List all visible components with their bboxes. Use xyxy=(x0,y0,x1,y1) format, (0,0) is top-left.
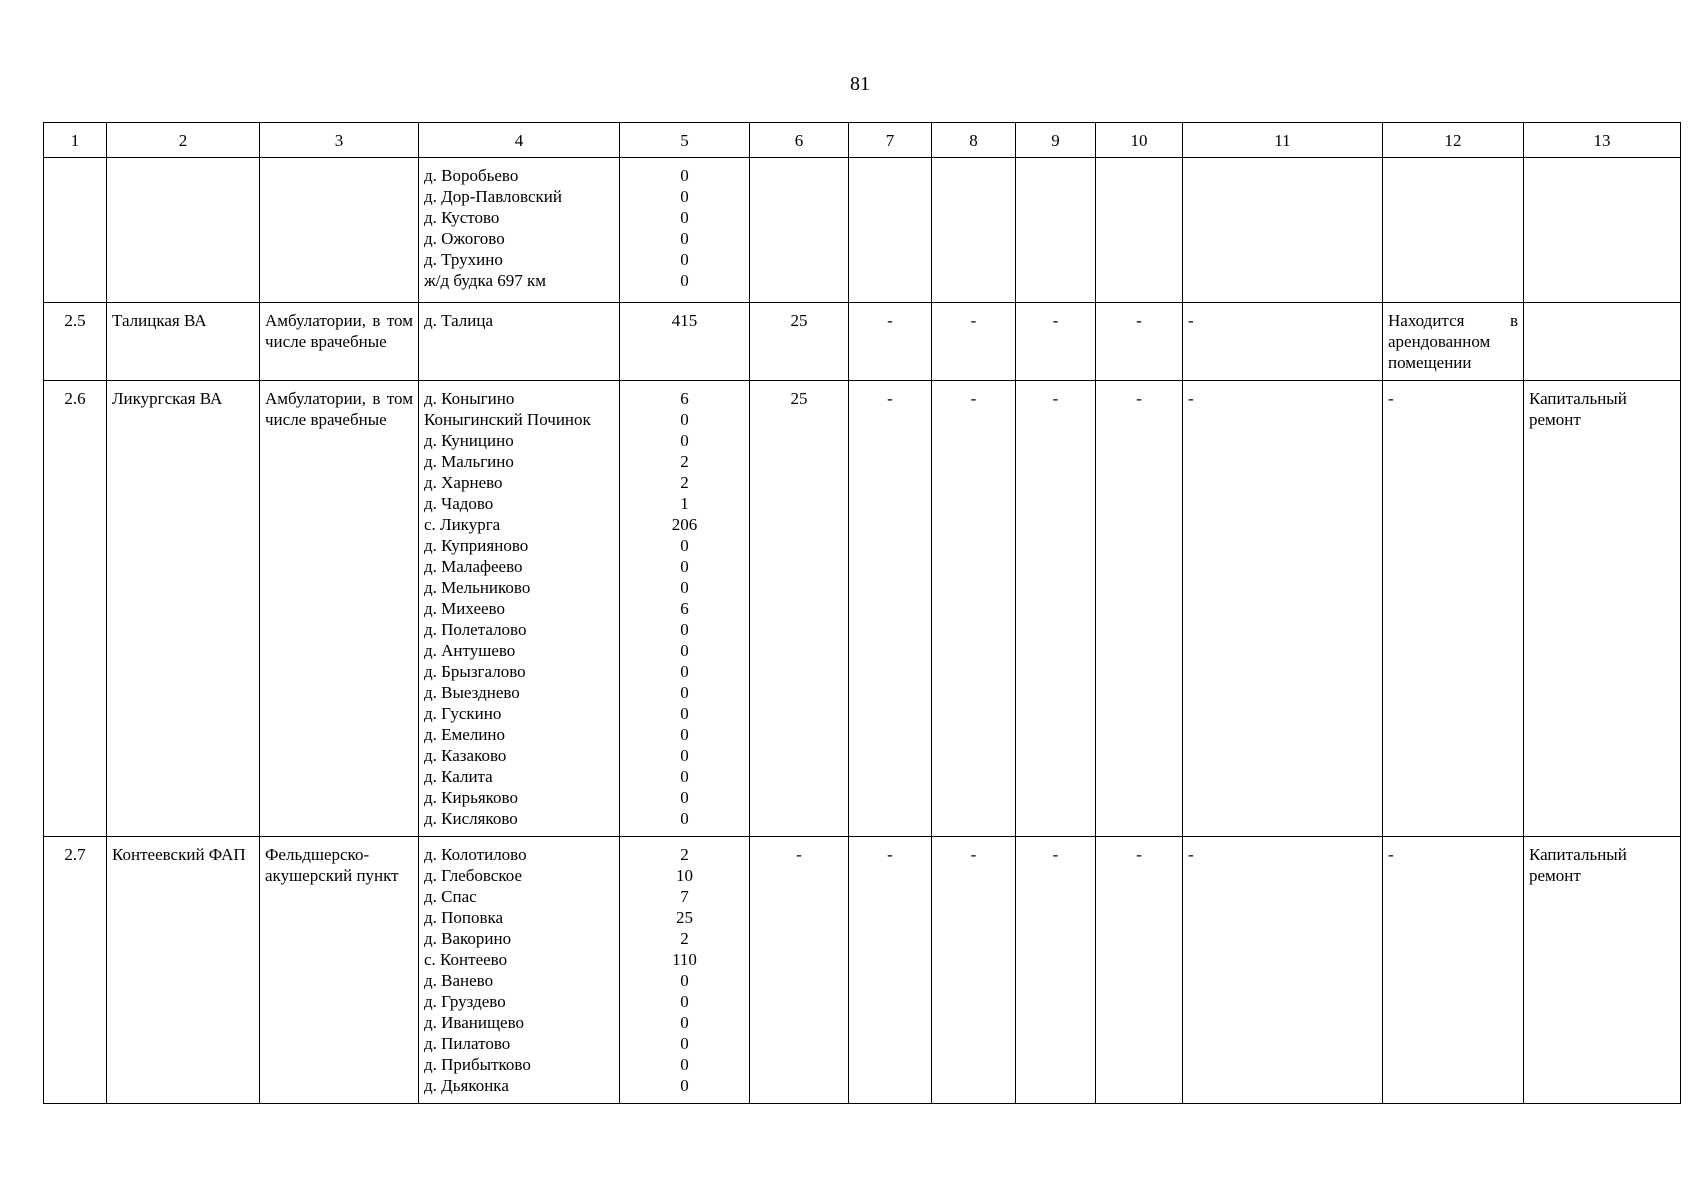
cell-col-9: - xyxy=(1016,381,1096,837)
settlement-name: д. Трухино xyxy=(424,250,503,269)
settlements-cell xyxy=(419,303,620,381)
facility-type: Амбулатории, в том числе врачебные xyxy=(260,303,419,381)
cell-col-12: - xyxy=(1383,837,1524,1104)
cell-col-12 xyxy=(1383,158,1524,303)
population-value: 0 xyxy=(680,250,689,269)
population-value: 0 xyxy=(680,992,689,1011)
settlement-name: д. Брызгалово xyxy=(424,662,526,681)
population-value: 0 xyxy=(680,1034,689,1053)
population-value: 0 xyxy=(680,536,689,555)
cell-col-11: - xyxy=(1183,381,1383,837)
column-header: 9 xyxy=(1016,123,1096,158)
settlement-name: д. Иванищево xyxy=(424,1013,525,1032)
settlement-name: д. Емелино xyxy=(424,725,506,744)
facilities-table xyxy=(43,122,1681,1104)
population-value: 0 xyxy=(680,767,689,786)
facility-type xyxy=(260,158,419,303)
population-cell xyxy=(620,158,750,303)
cell-col-13 xyxy=(1524,158,1681,303)
population-cell xyxy=(620,837,750,1104)
table-row xyxy=(44,303,1681,381)
settlement-name: д. Кирьяково xyxy=(424,788,518,807)
cell-col-12: - xyxy=(1383,381,1524,837)
population-value: 0 xyxy=(680,1055,689,1074)
settlements-cell xyxy=(419,381,620,837)
population-value: 0 xyxy=(680,1076,689,1095)
settlement-name: д. Чадово xyxy=(424,494,494,513)
facility-name: Контеевский ФАП xyxy=(107,837,260,1104)
population-value: 0 xyxy=(680,971,689,990)
cell-col-8: - xyxy=(932,303,1016,381)
population-value: 0 xyxy=(680,578,689,597)
settlement-name: д. Ванево xyxy=(424,971,494,990)
settlement-name: д. Калита xyxy=(424,767,493,786)
population-value: 2 xyxy=(680,473,689,492)
settlement-name: д. Антушево xyxy=(424,641,516,660)
population-value: 2 xyxy=(680,929,689,948)
cell-col-10: - xyxy=(1096,381,1183,837)
row-number: 2.6 xyxy=(44,381,107,837)
cell-col-6: - xyxy=(750,837,849,1104)
cell-col-9: - xyxy=(1016,303,1096,381)
settlement-name: д. Прибытково xyxy=(424,1055,531,1074)
column-header: 6 xyxy=(750,123,849,158)
cell-col-6: 25 xyxy=(750,381,849,837)
cell-col-6 xyxy=(750,158,849,303)
population-value: 0 xyxy=(680,187,689,206)
settlement-name: ж/д будка 697 км xyxy=(424,271,547,290)
population-value: 6 xyxy=(680,389,689,408)
cell-col-11 xyxy=(1183,158,1383,303)
settlement-name: д. Куницино xyxy=(424,431,514,450)
facility-name xyxy=(107,158,260,303)
population-value: 0 xyxy=(680,410,689,429)
table-row xyxy=(44,837,1681,1104)
column-header: 5 xyxy=(620,123,750,158)
column-header: 7 xyxy=(849,123,932,158)
population-cell xyxy=(620,303,750,381)
population-value: 415 xyxy=(671,311,698,330)
population-value: 1 xyxy=(680,494,689,513)
settlement-name: д. Куприяново xyxy=(424,536,529,555)
settlement-name: д. Гускино xyxy=(424,704,502,723)
cell-col-10: - xyxy=(1096,303,1183,381)
row-number xyxy=(44,158,107,303)
population-value: 110 xyxy=(672,950,697,969)
settlement-name: д. Мальгино xyxy=(424,452,514,471)
column-header: 8 xyxy=(932,123,1016,158)
facility-name: Ликургская ВА xyxy=(107,381,260,837)
population-value: 0 xyxy=(680,271,689,290)
facility-type: Амбулатории, в том числе врачебные xyxy=(260,381,419,837)
cell-col-7: - xyxy=(849,381,932,837)
cell-col-11: - xyxy=(1183,837,1383,1104)
population-value: 0 xyxy=(680,229,689,248)
settlement-name: д. Мельниково xyxy=(424,578,531,597)
cell-col-6: 25 xyxy=(750,303,849,381)
population-value: 0 xyxy=(680,1013,689,1032)
column-header: 13 xyxy=(1524,123,1681,158)
settlement-name: д. Коныгино xyxy=(424,389,515,408)
population-value: 0 xyxy=(680,725,689,744)
cell-col-9: - xyxy=(1016,837,1096,1104)
population-value: 0 xyxy=(680,641,689,660)
column-header: 12 xyxy=(1383,123,1524,158)
cell-col-13 xyxy=(1524,303,1681,381)
row-number: 2.7 xyxy=(44,837,107,1104)
population-value: 10 xyxy=(676,866,693,885)
population-value: 0 xyxy=(680,431,689,450)
population-value: 0 xyxy=(680,166,689,185)
header-row xyxy=(44,123,1681,158)
cell-col-7: - xyxy=(849,303,932,381)
cell-col-13: Капитальный ремонт xyxy=(1524,381,1681,837)
settlements-cell xyxy=(419,158,620,303)
settlement-name: д. Дор-Павловский xyxy=(424,187,562,206)
cell-col-11: - xyxy=(1183,303,1383,381)
settlement-name: д. Спас xyxy=(424,887,477,906)
settlement-name: с. Контеево xyxy=(424,950,508,969)
settlement-name: д. Пилатово xyxy=(424,1034,511,1053)
settlement-name: д. Ожогово xyxy=(424,229,505,248)
population-value: 2 xyxy=(680,452,689,471)
cell-col-9 xyxy=(1016,158,1096,303)
settlement-name: д. Казаково xyxy=(424,746,507,765)
settlement-name: д. Воробьево xyxy=(424,166,519,185)
row-number: 2.5 xyxy=(44,303,107,381)
cell-col-8 xyxy=(932,158,1016,303)
cell-col-7 xyxy=(849,158,932,303)
settlement-name: д. Кисляково xyxy=(424,809,518,828)
settlement-name: Коныгинский Починок xyxy=(424,410,591,429)
column-header: 2 xyxy=(107,123,260,158)
settlement-name: д. Кустово xyxy=(424,208,500,227)
settlement-name: д. Глебовское xyxy=(424,866,522,885)
settlement-name: д. Дьяконка xyxy=(424,1076,509,1095)
cell-col-12: Находится в арендованном помещении xyxy=(1383,303,1524,381)
population-value: 25 xyxy=(676,908,693,927)
settlement-name: с. Ликурга xyxy=(424,515,501,534)
column-header: 11 xyxy=(1183,123,1383,158)
population-value: 0 xyxy=(680,788,689,807)
population-value: 7 xyxy=(680,887,689,906)
settlement-name: д. Харнево xyxy=(424,473,503,492)
cell-col-8: - xyxy=(932,837,1016,1104)
settlement-name: д. Поповка xyxy=(424,908,504,927)
facility-type: Фельдшерско-акушерский пункт xyxy=(260,837,419,1104)
settlement-name: д. Колотилово xyxy=(424,845,527,864)
settlement-name: д. Груздево xyxy=(424,992,506,1011)
population-value: 0 xyxy=(680,704,689,723)
population-value: 0 xyxy=(680,809,689,828)
population-cell xyxy=(620,381,750,837)
settlement-name: д. Вакорино xyxy=(424,929,512,948)
settlement-name: д. Михеево xyxy=(424,599,505,618)
population-value: 6 xyxy=(680,599,689,618)
cell-col-8: - xyxy=(932,381,1016,837)
settlement-name: д. Талица xyxy=(424,311,494,330)
population-value: 0 xyxy=(680,557,689,576)
column-header: 4 xyxy=(419,123,620,158)
population-value: 0 xyxy=(680,746,689,765)
population-value: 206 xyxy=(671,515,698,534)
settlement-name: д. Малафеево xyxy=(424,557,523,576)
column-header: 3 xyxy=(260,123,419,158)
population-value: 0 xyxy=(680,620,689,639)
settlement-name: д. Полеталово xyxy=(424,620,527,639)
population-value: 0 xyxy=(680,662,689,681)
population-value: 0 xyxy=(680,208,689,227)
column-header: 1 xyxy=(44,123,107,158)
table-row xyxy=(44,158,1681,303)
cell-col-10: - xyxy=(1096,837,1183,1104)
facility-name: Талицкая ВА xyxy=(107,303,260,381)
settlements-cell xyxy=(419,837,620,1104)
settlement-name: д. Выезднево xyxy=(424,683,520,702)
table-row xyxy=(44,381,1681,837)
cell-col-10 xyxy=(1096,158,1183,303)
column-header: 10 xyxy=(1096,123,1183,158)
page-number: 81 xyxy=(850,73,870,95)
cell-col-13: Капитальный ремонт xyxy=(1524,837,1681,1104)
population-value: 0 xyxy=(680,683,689,702)
population-value: 2 xyxy=(680,845,689,864)
cell-col-7: - xyxy=(849,837,932,1104)
